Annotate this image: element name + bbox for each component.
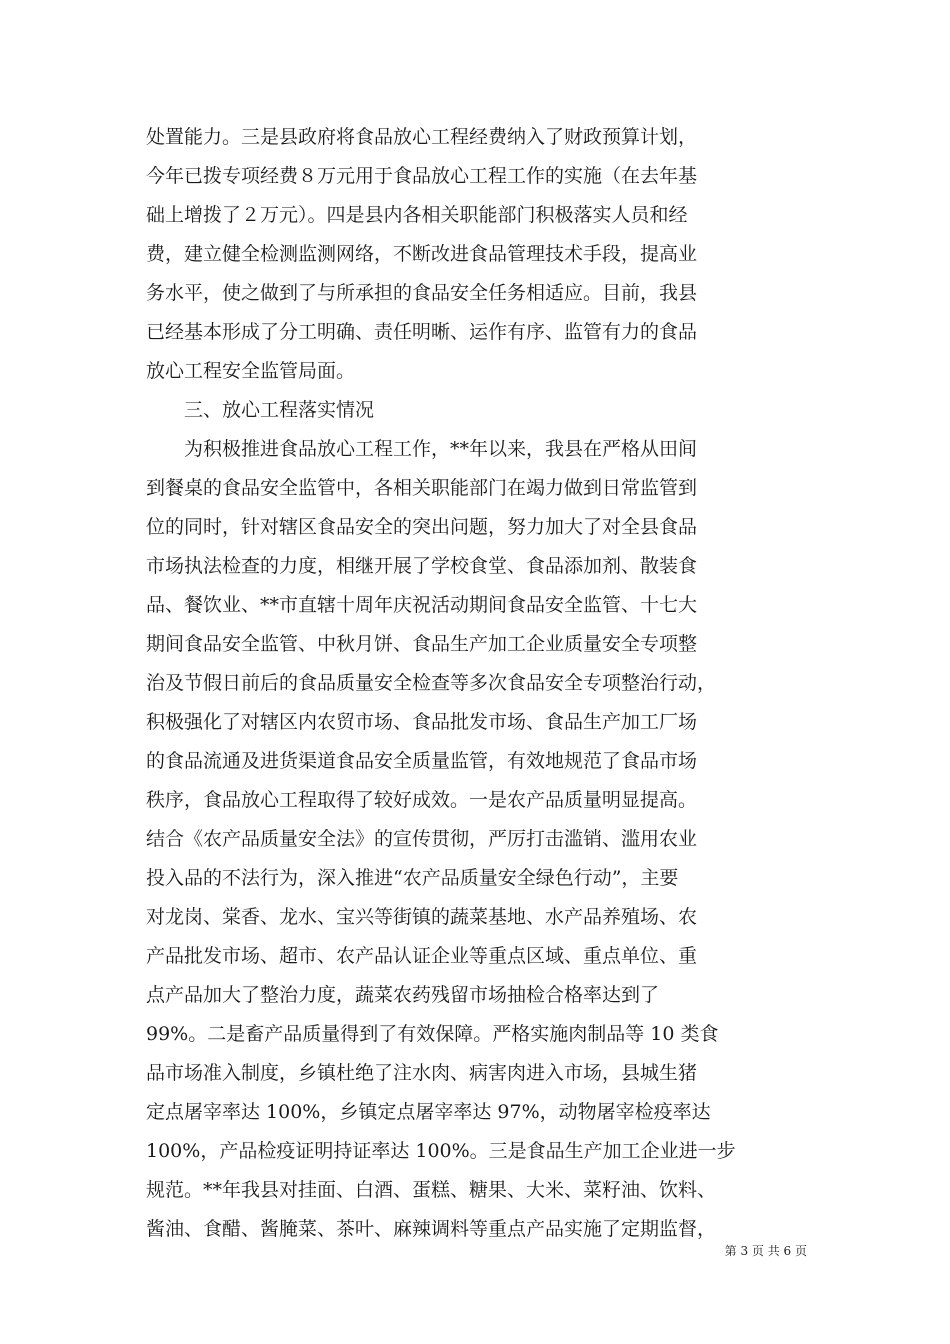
text-line: 的食品流通及进货渠道食品安全质量监管，有效地规范了食品市场 xyxy=(146,750,698,772)
text-line: 已经基本形成了分工明确、责任明晰、运作有序、监管有力的食品 xyxy=(146,321,698,343)
text-line: 期间食品安全监管、中秋月饼、食品生产加工企业质量安全专项整 xyxy=(146,633,698,655)
text-line: 费，建立健全检测监测网络，不断改进食品管理技术手段，提高业 xyxy=(146,243,698,265)
page-number: 第 3 页 共 6 页 xyxy=(724,1244,807,1258)
text-line: 结合《农产品质量安全法》的宣传贯彻，严厉打击滥销、滥用农业 xyxy=(146,828,698,850)
text-line: 产品批发市场、超市、农产品认证企业等重点区域、重点单位、重 xyxy=(146,945,698,967)
text-line: 秩序，食品放心工程取得了较好成效。一是农产品质量明显提高。 xyxy=(146,789,698,811)
text-line: 础上增拨了２万元）。四是县内各相关职能部门积极落实人员和经 xyxy=(146,204,688,226)
document-body xyxy=(146,118,816,1249)
text-line: 到餐桌的食品安全监管中，各相关职能部门在竭力做到日常监管到 xyxy=(146,477,698,499)
text-line: 点产品加大了整治力度，蔬菜农药残留市场抽检合格率达到了 xyxy=(146,984,660,1006)
text-line: 投入品的不法行为，深入推进“农产品质量安全绿色行动”，主要 xyxy=(146,867,679,889)
text-line: 品、餐饮业、**市直辖十周年庆祝活动期间食品安全监管、十七大 xyxy=(146,594,698,616)
text-line: 规范。**年我县对挂面、白酒、蛋糕、糖果、大米、菜籽油、饮料、 xyxy=(146,1179,717,1201)
section-heading: 三、放心工程落实情况 xyxy=(146,399,375,421)
text-line: 100%，产品检疫证明持证率达 100%。三是食品生产加工企业进一步 xyxy=(146,1140,736,1162)
text-line: 放心工程安全监管局面。 xyxy=(146,360,356,382)
text-line: 积极强化了对辖区内农贸市场、食品批发市场、食品生产加工厂场 xyxy=(146,711,698,733)
text-line: 定点屠宰率达 100%，乡镇定点屠宰率达 97%，动物屠宰检疫率达 xyxy=(146,1101,711,1123)
text-line: 位的同时，针对辖区食品安全的突出问题，努力加大了对全县食品 xyxy=(146,516,698,538)
text-line: 今年已拨专项经费８万元用于食品放心工程工作的实施（在去年基 xyxy=(146,165,698,187)
text-line: 市场执法检查的力度，相继开展了学校食堂、食品添加剂、散装食 xyxy=(146,555,698,577)
text-line: 99%。二是畜产品质量得到了有效保障。严格实施肉制品等 10 类食 xyxy=(146,1023,719,1045)
text-line: 酱油、食醋、酱腌菜、茶叶、麻辣调料等重点产品实施了定期监督， xyxy=(146,1218,717,1240)
text-line: 务水平，使之做到了与所承担的食品安全任务相适应。目前，我县 xyxy=(146,282,698,304)
text-line: 对龙岗、棠香、龙水、宝兴等街镇的蔬菜基地、水产品养殖场、农 xyxy=(146,906,698,928)
text-line: 处置能力。三是县政府将食品放心工程经费纳入了财政预算计划， xyxy=(146,126,698,148)
text-line: 治及节假日前后的食品质量安全检查等多次食品安全专项整治行动， xyxy=(146,672,717,694)
text-line: 品市场准入制度，乡镇杜绝了注水肉、病害肉进入市场，县城生猪 xyxy=(146,1062,698,1084)
text-line: 为积极推进食品放心工程工作，**年以来，我县在严格从田间 xyxy=(146,438,698,460)
